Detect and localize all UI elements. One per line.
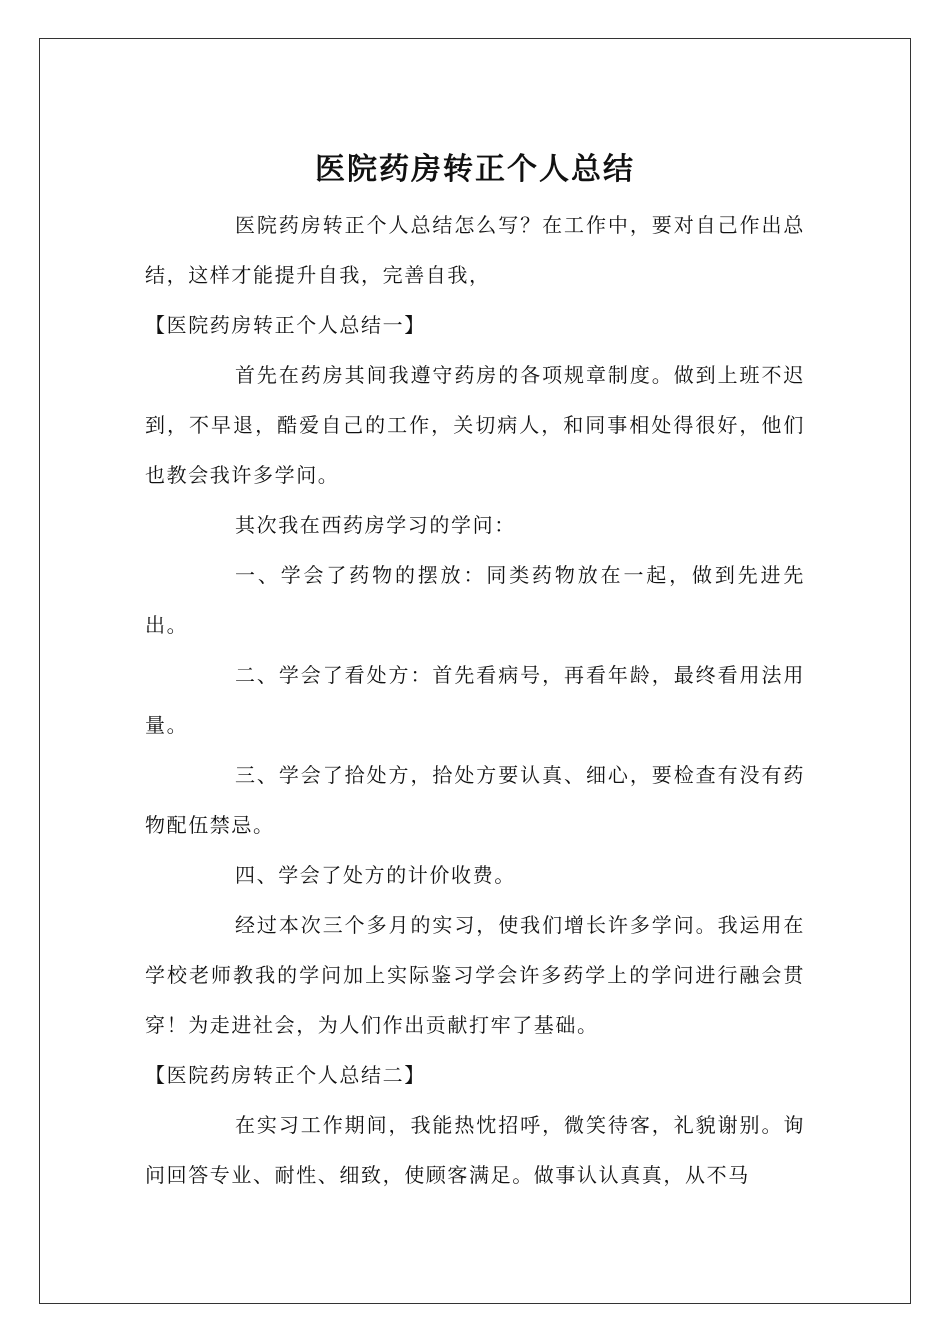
section-heading: 【医院药房转正个人总结二】	[145, 1063, 426, 1087]
paragraph: 二、学会了看处方：首先看病号，再看年龄，最终看用法用量。	[145, 663, 805, 737]
paragraph: 一、学会了药物的摆放：同类药物放在一起，做到先进先出。	[145, 563, 805, 637]
section-heading: 【医院药房转正个人总结一】	[145, 313, 426, 337]
document-title: 医院药房转正个人总结	[315, 152, 635, 188]
paragraph: 其次我在西药房学习的学问：	[235, 513, 516, 537]
paragraph: 在实习工作期间，我能热忱招呼，微笑待客，礼貌谢别。询问回答专业、耐性、细致，使顾客满足。做事认认真真，从不马	[145, 1113, 805, 1187]
paragraph: 医院药房转正个人总结怎么写？在工作中，要对自己作出总结，这样才能提升自我，完善自我，	[145, 213, 805, 287]
document-body	[145, 200, 805, 1200]
paragraph: 三、学会了拾处方，拾处方要认真、细心，要检查有没有药物配伍禁忌。	[145, 763, 805, 837]
paragraph: 首先在药房其间我遵守药房的各项规章制度。做到上班不迟到，不早退，酷爱自己的工作，关切病人，和同事相处得很好，他们也教会我许多学问。	[145, 363, 805, 487]
paragraph: 四、学会了处方的计价收费。	[235, 863, 516, 887]
paragraph: 经过本次三个多月的实习，使我们增长许多学问。我运用在学校老师教我的学问加上实际鉴习学会许多药学上的学问进行融会贯穿！为走进社会，为人们作出贡献打牢了基础。	[145, 913, 805, 1037]
